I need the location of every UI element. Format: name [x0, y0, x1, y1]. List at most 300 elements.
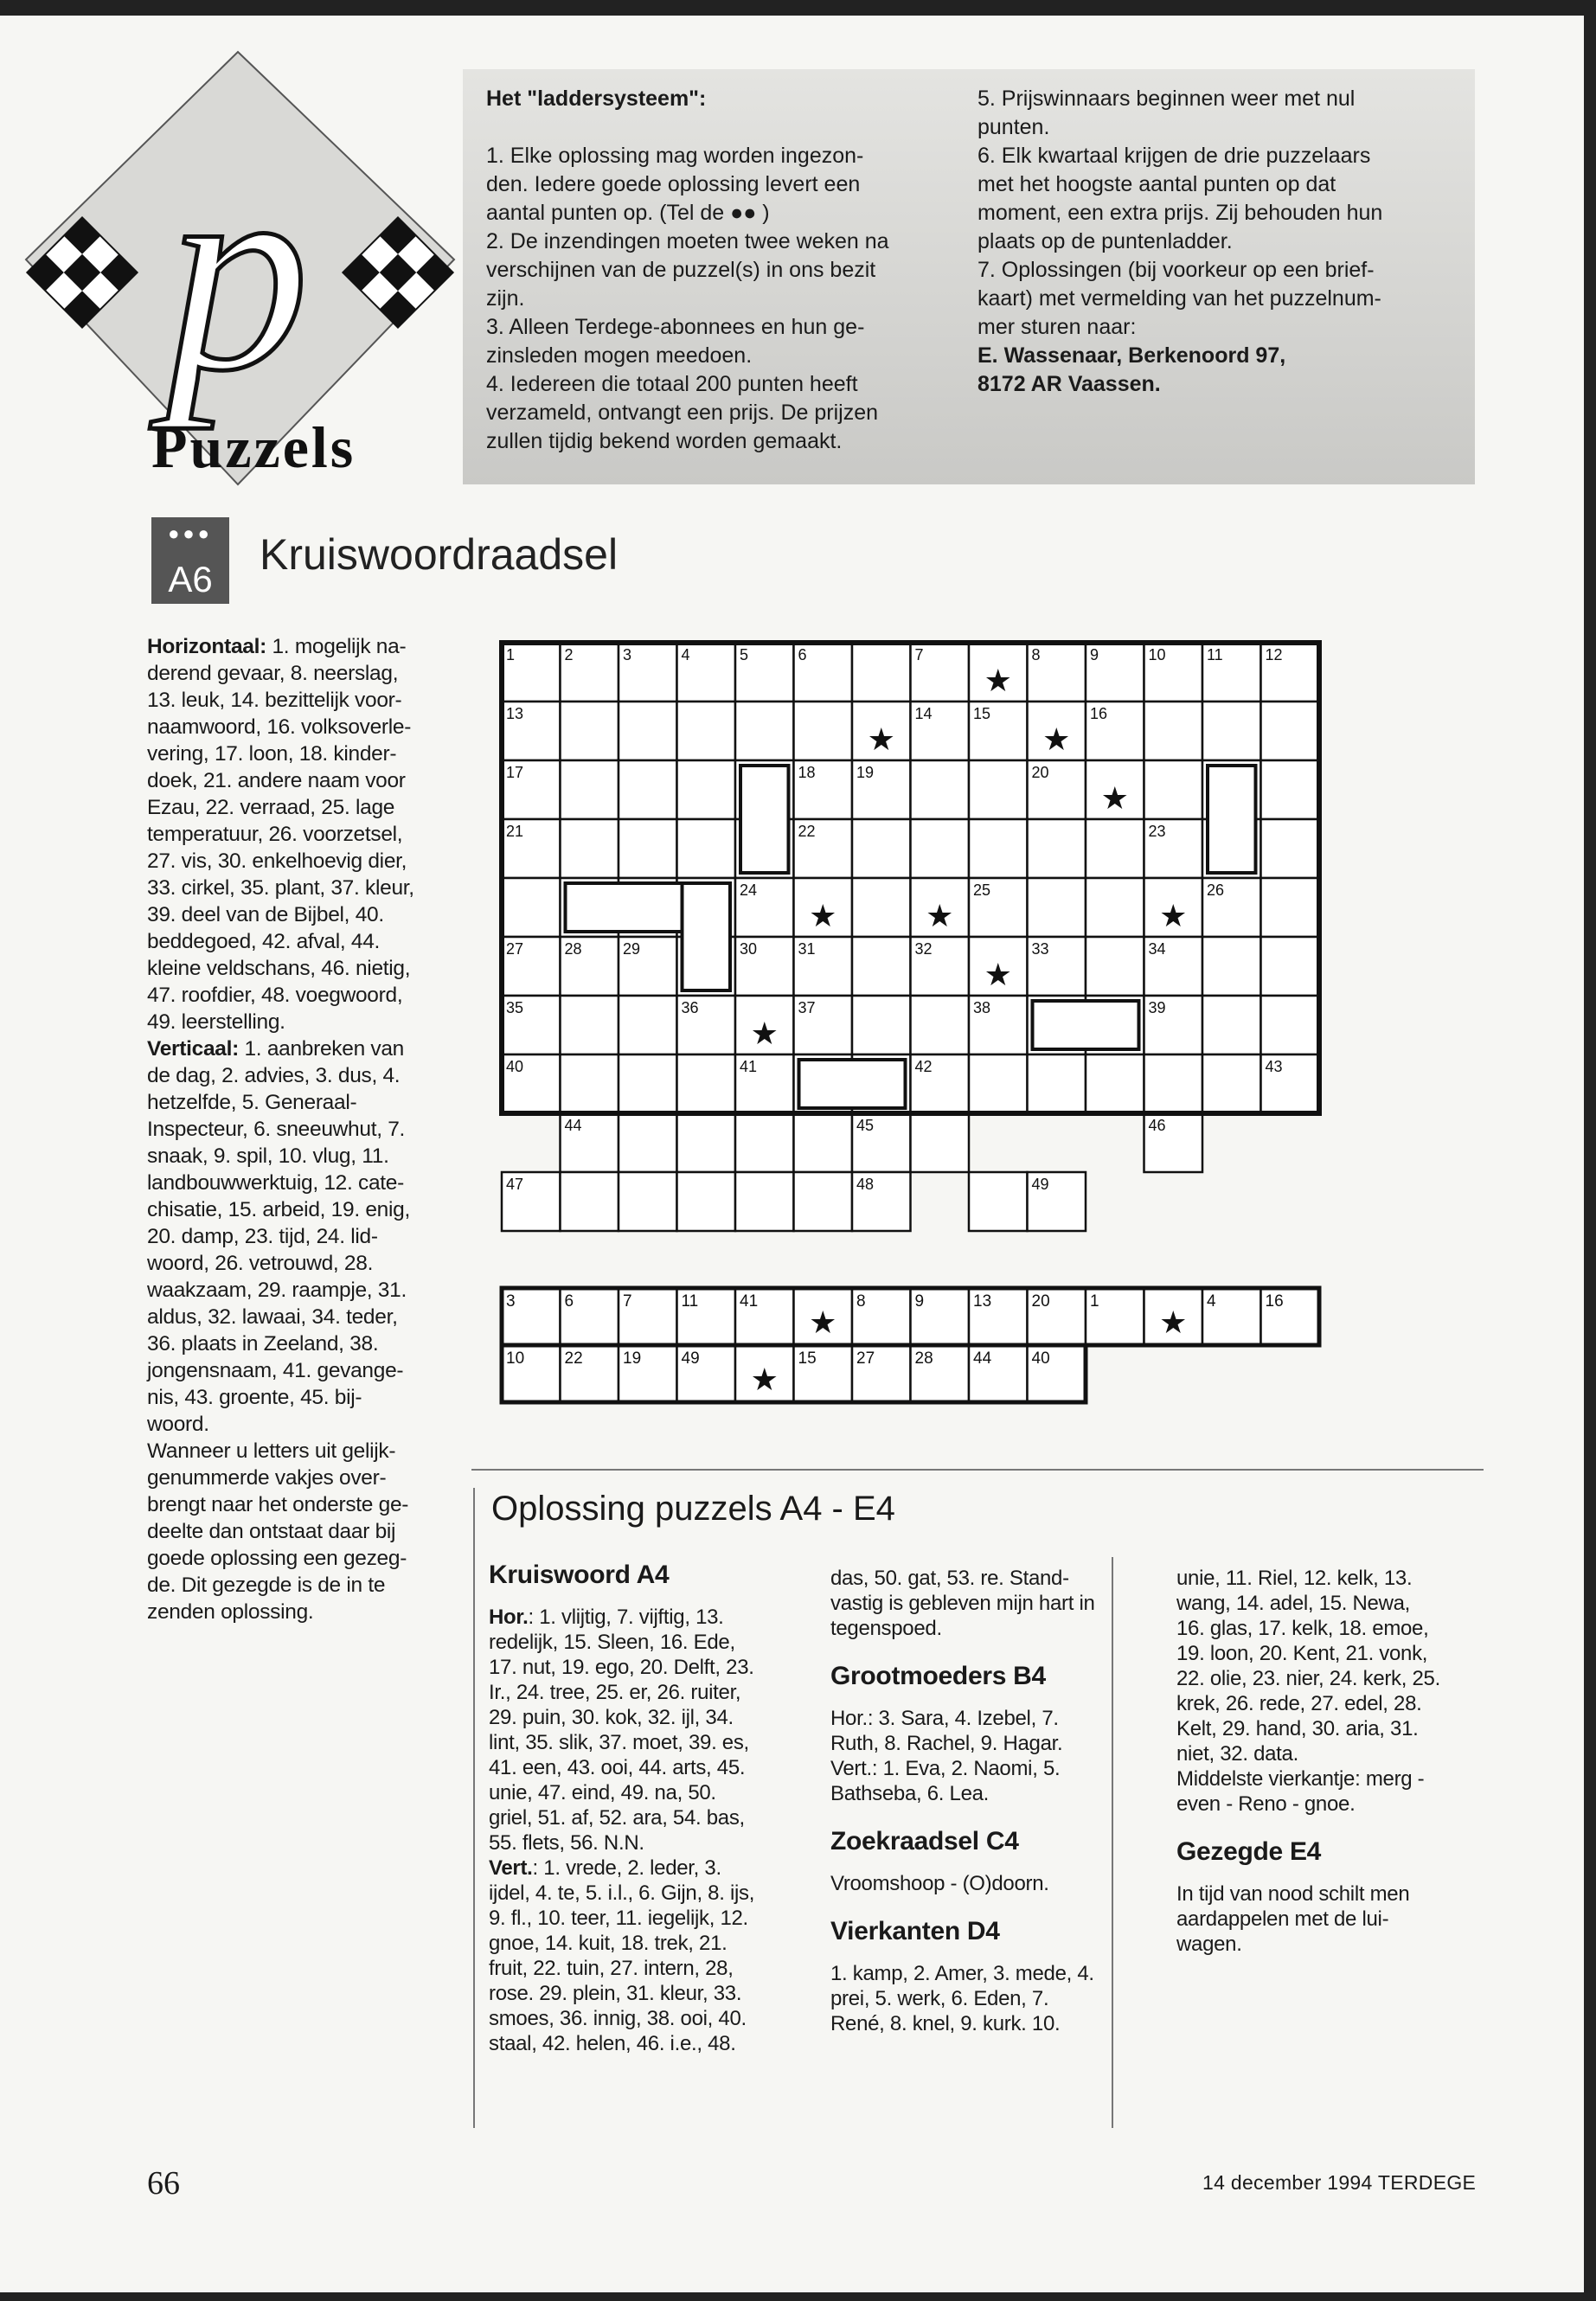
cell-number: 29: [623, 940, 641, 958]
grid-cell[interactable]: [794, 937, 853, 996]
grid-cell[interactable]: [735, 1054, 794, 1113]
cell-number: 21: [506, 823, 524, 840]
grid-cell[interactable]: [911, 1113, 970, 1172]
cell-number: 42: [914, 1058, 933, 1075]
answer-cell[interactable]: [1028, 1345, 1086, 1402]
cell-number: 24: [740, 881, 758, 899]
star-icon: ★: [809, 898, 837, 933]
answer-cell-number: 10: [506, 1349, 525, 1368]
grid-cell[interactable]: [735, 643, 794, 702]
blocked-area: [1033, 1001, 1139, 1049]
grid-cell[interactable]: [1261, 937, 1320, 996]
solution-line: [489, 1805, 774, 1830]
answer-cell[interactable]: [1086, 1288, 1144, 1345]
grid-cell[interactable]: [969, 702, 1028, 760]
grid-cell[interactable]: [561, 1054, 619, 1113]
grid-cell[interactable]: [794, 702, 853, 760]
cell-number: 7: [914, 646, 924, 663]
grid-cell[interactable]: [561, 760, 619, 819]
cell-number: 28: [564, 940, 582, 958]
grid-cell[interactable]: [677, 996, 736, 1054]
instruction-line: [147, 1572, 445, 1599]
solution-line: [489, 1655, 774, 1680]
clue-text: 33. cirkel, 35. plant, 37. kleur,: [147, 876, 414, 900]
grid-cell[interactable]: [502, 1054, 561, 1113]
solution-line: Hor.: 3. Sara, 4. Izebel, 7.: [830, 1707, 1059, 1730]
blocked-area: [683, 883, 731, 990]
grid-cell[interactable]: [1086, 878, 1144, 937]
clue-text: goede oplossing een gezeg-: [147, 1547, 407, 1570]
rule-line: punten.: [977, 115, 1050, 139]
answer-cell[interactable]: [677, 1345, 736, 1402]
grid-cell[interactable]: [969, 1172, 1028, 1231]
instruction-line: [147, 1599, 445, 1625]
grid-cell[interactable]: [1086, 702, 1144, 760]
cell-number: 33: [1031, 940, 1049, 958]
grid-cell[interactable]: [502, 937, 561, 996]
cell-number: 31: [798, 940, 816, 958]
logo-letter: p: [166, 114, 310, 430]
grid-cell[interactable]: [852, 1113, 911, 1172]
clue-line: [147, 1277, 445, 1304]
cell-number: 39: [1148, 999, 1166, 1016]
grid-cell[interactable]: [677, 760, 736, 819]
solution-text: fruit, 22. tuin, 27. intern, 28,: [489, 1957, 734, 1980]
star-icon: ★: [1159, 1304, 1188, 1340]
rule-line: plaats op de puntenladder.: [977, 229, 1233, 253]
address-line-1: E. Wassenaar, Berkenoord 97,: [977, 343, 1286, 368]
grid-cell[interactable]: [1086, 643, 1144, 702]
answer-cell[interactable]: [677, 1288, 736, 1345]
cell-number: 37: [798, 999, 816, 1016]
solution-text: lint, 35. slik, 37. moet, 39. es,: [489, 1731, 749, 1754]
grid-cell[interactable]: [561, 643, 619, 702]
rule-line: verschijnen van de puzzel(s) in ons bezit: [486, 258, 876, 282]
answer-grid[interactable]: [493, 1284, 1341, 1422]
grid-cell[interactable]: [911, 819, 970, 878]
grid-cell[interactable]: [502, 760, 561, 819]
grid-cell[interactable]: [911, 996, 970, 1054]
solution-vierkanten-continued: [1176, 1566, 1471, 1817]
clue-text: Ezau, 22. verraad, 25. lage: [147, 796, 395, 819]
clue-line: [147, 1116, 445, 1143]
answer-cell[interactable]: [502, 1288, 561, 1345]
grid-cell[interactable]: [735, 878, 794, 937]
rules-list-2: [977, 85, 1462, 342]
grid-cell[interactable]: [794, 643, 853, 702]
grid-cell[interactable]: [619, 643, 677, 702]
grid-cell[interactable]: [911, 643, 970, 702]
answer-cell-number: 1: [1090, 1292, 1099, 1311]
solution-line: [489, 1956, 774, 1981]
grid-cell[interactable]: [794, 819, 853, 878]
clue-line: [147, 633, 445, 660]
solution-line: [489, 2006, 774, 2031]
answer-cell[interactable]: [561, 1288, 619, 1345]
answer-cell[interactable]: [911, 1345, 970, 1402]
solution-line: das, 50. gat, 53. re. Stand-: [830, 1567, 1069, 1590]
grid-cell[interactable]: [969, 819, 1028, 878]
cell-number: 4: [681, 646, 690, 663]
grid-cell[interactable]: [502, 643, 561, 702]
grid-cell[interactable]: [677, 1054, 736, 1113]
grid-cell[interactable]: [619, 1172, 677, 1231]
grid-cell[interactable]: [852, 760, 911, 819]
clue-line: [147, 1411, 445, 1438]
grid-cell[interactable]: [502, 878, 561, 937]
clue-line: [147, 1009, 445, 1035]
grid-cell[interactable]: [794, 1113, 853, 1172]
rules-list-1: [486, 142, 953, 456]
solution-line: [489, 1881, 774, 1906]
cell-number: 20: [1031, 764, 1049, 781]
cell-number: 13: [506, 705, 524, 722]
clue-text: kleine veldschans, 46. nietig,: [147, 957, 411, 980]
column-rule: [473, 1488, 475, 2128]
rule-line: den. Iedere goede oplossing levert een: [486, 172, 861, 196]
clue-text: 27. vis, 30. enkelhoevig dier,: [147, 849, 407, 873]
grid-cell[interactable]: [677, 1113, 736, 1172]
clue-text: Inspecteur, 6. sneeuwhut, 7.: [147, 1118, 406, 1141]
solution-line: Vert.: 1. Eva, 2. Naomi, 5.: [830, 1757, 1061, 1780]
solution-line: [489, 1856, 774, 1881]
answer-cell[interactable]: [502, 1345, 561, 1402]
clue-line: [147, 1357, 445, 1384]
answer-cell[interactable]: [969, 1345, 1028, 1402]
answer-cell[interactable]: [911, 1288, 970, 1345]
clue-line: [147, 1035, 445, 1062]
grid-cell[interactable]: [969, 878, 1028, 937]
answer-cell[interactable]: [794, 1345, 853, 1402]
grid-cell[interactable]: [1028, 937, 1086, 996]
grid-cell[interactable]: [1144, 643, 1203, 702]
solution-line: 19. loon, 20. Kent, 21. vonk,: [1176, 1642, 1428, 1665]
puzzle-code: A6: [168, 559, 213, 599]
rules-column-2: [977, 85, 1462, 399]
grid-cell[interactable]: [1086, 937, 1144, 996]
solution-text: 9. fl., 10. teer, 11. iegelijk, 12.: [489, 1907, 748, 1930]
grid-cell[interactable]: [911, 702, 970, 760]
cell-number: 34: [1148, 940, 1166, 958]
cell-number: 15: [973, 705, 991, 722]
cell-number: 6: [798, 646, 807, 663]
answer-cell-number: 8: [856, 1292, 866, 1311]
star-icon: ★: [926, 898, 954, 933]
clue-label: Horizontaal:: [147, 635, 266, 658]
cell-number: 30: [740, 940, 758, 958]
grid-cell[interactable]: [1144, 1113, 1203, 1172]
clue-line: [147, 794, 445, 821]
clue-text: aldus, 32. lawaai, 34. teder,: [147, 1305, 398, 1329]
cell-number: 25: [973, 881, 991, 899]
page-border-top: [0, 0, 1596, 16]
blocked-area: [740, 766, 789, 873]
grid-cell[interactable]: [1202, 937, 1261, 996]
clues-horizontal: [147, 633, 445, 1035]
solution-text: rose. 29. plein, 31. kleur, 33.: [489, 1982, 742, 2005]
star-icon: ★: [1100, 780, 1129, 816]
grid-cell[interactable]: [794, 1172, 853, 1231]
grid-cell[interactable]: [1028, 1054, 1086, 1113]
grid-cell[interactable]: [1261, 819, 1320, 878]
grid-cell[interactable]: [1144, 996, 1203, 1054]
grid-cell[interactable]: [1028, 819, 1086, 878]
answer-cell-number: 3: [506, 1292, 516, 1311]
puzzle-title: Kruiswoordraadsel: [260, 530, 619, 579]
grid-cell[interactable]: [677, 1172, 736, 1231]
grid-cell[interactable]: [619, 1113, 677, 1172]
grid-cell[interactable]: [1028, 1172, 1086, 1231]
grid-cell[interactable]: [1028, 878, 1086, 937]
answer-cell[interactable]: [735, 1345, 794, 1402]
grid-cell[interactable]: [1086, 1054, 1144, 1113]
answer-cell-number: 15: [798, 1349, 817, 1368]
clue-line: [147, 687, 445, 714]
solution-kruiswoord: [489, 1605, 774, 2056]
grid-cell[interactable]: [1086, 819, 1144, 878]
answer-cell[interactable]: [561, 1345, 619, 1402]
solution-text: ijdel, 4. te, 5. i.l., 6. Gijn, 8. ijs,: [489, 1881, 755, 1905]
grid-cell[interactable]: [1144, 702, 1203, 760]
answer-cell-number: 40: [1031, 1349, 1050, 1368]
instruction-line: [147, 1518, 445, 1545]
grid-cell[interactable]: [1202, 996, 1261, 1054]
solution-line: unie, 11. Riel, 12. kelk, 13.: [1176, 1567, 1413, 1590]
rule-line: 4. Iedereen die totaal 200 punten heeft: [486, 372, 858, 396]
solution-line: vastig is gebleven mijn hart in: [830, 1592, 1095, 1615]
rule-line: 2. De inzendingen moeten twee weken na: [486, 229, 889, 253]
grid-cell[interactable]: [852, 996, 911, 1054]
grid-cell[interactable]: [911, 760, 970, 819]
grid-cell[interactable]: [794, 996, 853, 1054]
solutions-column-1: [489, 1562, 774, 2056]
grid-cell[interactable]: [794, 760, 853, 819]
clue-text: de dag, 2. advies, 3. dus, 4.: [147, 1064, 401, 1087]
grid-cell[interactable]: [852, 819, 911, 878]
grid-cell[interactable]: [852, 878, 911, 937]
clue-line: [147, 1089, 445, 1116]
grid-cell[interactable]: [619, 937, 677, 996]
clues-vertical: [147, 1035, 445, 1438]
answer-cell[interactable]: [1261, 1288, 1320, 1345]
answer-cell-number: 7: [623, 1292, 632, 1311]
blocked-area: [799, 1060, 906, 1108]
grid-cell[interactable]: [502, 996, 561, 1054]
answer-cell[interactable]: [852, 1288, 911, 1345]
grid-cell[interactable]: [735, 1172, 794, 1231]
answer-cell[interactable]: [735, 1288, 794, 1345]
clue-text: snaak, 9. spil, 10. vlug, 11.: [147, 1144, 389, 1168]
difficulty-dots: ●●●: [168, 522, 213, 544]
clue-text: Wanneer u letters uit gelijk-: [147, 1439, 396, 1463]
answer-cell[interactable]: [852, 1345, 911, 1402]
clue-line: [147, 928, 445, 955]
grid-cell[interactable]: [969, 1054, 1028, 1113]
answer-cell[interactable]: [619, 1288, 677, 1345]
grid-cell[interactable]: [619, 702, 677, 760]
solution-line: [489, 1705, 774, 1730]
rule-line: 6. Elk kwartaal krijgen de drie puzzelaars: [977, 144, 1371, 168]
grid-cell[interactable]: [677, 702, 736, 760]
star-icon: ★: [1042, 721, 1071, 757]
solution-line: [489, 1830, 774, 1856]
solution-text: 17. nut, 19. ego, 20. Delft, 23.: [489, 1656, 754, 1679]
clue-line: [147, 714, 445, 740]
clue-text: 36. plaats in Zeeland, 38.: [147, 1332, 379, 1356]
grid-cell[interactable]: [1144, 937, 1203, 996]
cell-number: 43: [1265, 1058, 1283, 1075]
star-icon: ★: [750, 1362, 779, 1397]
grid-cell[interactable]: [1202, 1054, 1261, 1113]
issue-date: 14 december 1994 TERDEGE: [1202, 2171, 1477, 2194]
solution-line: [489, 1931, 774, 1956]
answer-cell[interactable]: [969, 1288, 1028, 1345]
grid-cell[interactable]: [1261, 760, 1320, 819]
page-border-right: [1584, 0, 1596, 2301]
clue-text: waakzaam, 29. raampje, 31.: [147, 1279, 407, 1302]
clue-line: [147, 848, 445, 875]
grid-cell[interactable]: [911, 1054, 970, 1113]
cell-number: 17: [506, 764, 524, 781]
clue-text: derend gevaar, 8. neerslag,: [147, 662, 399, 685]
answer-cell[interactable]: [1144, 1288, 1203, 1345]
clue-text: de. Dit gezegde is de in te: [147, 1574, 386, 1597]
star-icon: ★: [984, 957, 1012, 992]
grid-cell[interactable]: [852, 1172, 911, 1231]
solution-line: krek, 26. rede, 27. edel, 28.: [1176, 1692, 1422, 1715]
solutions-column-2: [830, 1566, 1116, 2036]
grid-cell[interactable]: [1028, 643, 1086, 702]
solution-line: niet, 32. data.: [1176, 1742, 1298, 1766]
clue-text: 49. leerstelling.: [147, 1010, 285, 1034]
solution-text: gnoe, 14. kuit, 18. trek, 21.: [489, 1932, 727, 1955]
clue-text: vering, 17. loon, 18. kinder-: [147, 742, 397, 766]
grid-cell[interactable]: [735, 1113, 794, 1172]
clue-line: [147, 1384, 445, 1411]
grid-cell[interactable]: [852, 643, 911, 702]
grid-cell[interactable]: [1261, 1054, 1320, 1113]
cell-number: 5: [740, 646, 749, 663]
clue-text: beddegoed, 42. afval, 44.: [147, 930, 381, 953]
solution-line: [489, 1630, 774, 1655]
grid-cell[interactable]: [1261, 878, 1320, 937]
rule-line: met het hoogste aantal punten op dat: [977, 172, 1336, 196]
cell-number: 46: [1148, 1117, 1166, 1134]
grid-cell[interactable]: [561, 702, 619, 760]
grid-cell[interactable]: [1202, 643, 1261, 702]
solution-text: 29. puin, 30. kok, 32. ijl, 34.: [489, 1706, 734, 1729]
grid-cell[interactable]: [561, 996, 619, 1054]
grid-cell[interactable]: [1261, 996, 1320, 1054]
grid-cell[interactable]: [619, 996, 677, 1054]
grid-cell[interactable]: [561, 819, 619, 878]
solution-text: smoes, 36. innig, 38. ooi, 40.: [489, 2007, 747, 2030]
grid-cell[interactable]: [561, 1172, 619, 1231]
clue-text: woord.: [147, 1413, 209, 1436]
grid-cell[interactable]: [911, 937, 970, 996]
solution-text: staal, 42. helen, 46. i.e., 48.: [489, 2032, 736, 2055]
solution-heading-d4: Vierkanten D4: [830, 1917, 1000, 1945]
grid-cell[interactable]: [502, 819, 561, 878]
grid-cell[interactable]: [619, 819, 677, 878]
grid-cell[interactable]: [561, 1113, 619, 1172]
rule-line: aantal punten op. (Tel de ●● ): [486, 201, 770, 225]
grid-cell[interactable]: [1028, 760, 1086, 819]
solution-line: Kelt, 29. hand, 30. aria, 31.: [1176, 1717, 1419, 1740]
grid-cell[interactable]: [619, 1054, 677, 1113]
cell-number: 40: [506, 1058, 524, 1075]
cell-number: 22: [798, 823, 816, 840]
grid-cell[interactable]: [1261, 702, 1320, 760]
rule-line: verzameld, ontvangt een prijs. De prijzen: [486, 401, 879, 425]
grid-cell[interactable]: [677, 643, 736, 702]
rule-line: moment, een extra prijs. Zij behouden hun: [977, 201, 1383, 225]
clue-text: doek, 21. andere naam voor: [147, 769, 406, 792]
answer-cell[interactable]: [1028, 1288, 1086, 1345]
cell-number: 45: [856, 1117, 875, 1134]
answer-cell[interactable]: [619, 1345, 677, 1402]
answer-cell-number: 20: [1031, 1292, 1050, 1311]
solution-text: unie, 47. eind, 49. na, 50.: [489, 1781, 716, 1804]
grid-cell[interactable]: [735, 937, 794, 996]
clue-line: [147, 1062, 445, 1089]
grid-cell[interactable]: [735, 702, 794, 760]
answer-cell[interactable]: [794, 1288, 853, 1345]
answer-cell[interactable]: [1202, 1288, 1261, 1345]
solution-line: [489, 1981, 774, 2006]
grid-cell[interactable]: [1144, 1054, 1203, 1113]
grid-cell[interactable]: [1261, 643, 1320, 702]
solution-line: prei, 5. werk, 6. Eden, 7.: [830, 1987, 1049, 2010]
solutions-column-3: [1176, 1566, 1471, 1957]
grid-cell[interactable]: [969, 996, 1028, 1054]
solution-zoekraadsel: Vroomshoop - (O)doorn.: [830, 1872, 1049, 1895]
grid-cell[interactable]: [1202, 702, 1261, 760]
rules-title: Het "laddersysteem":: [486, 87, 707, 111]
solution-line: even - Reno - gnoe.: [1176, 1792, 1356, 1816]
cell-number: 12: [1265, 646, 1283, 663]
solution-heading-e4: Gezegde E4: [1176, 1837, 1322, 1866]
clue-line: [147, 1304, 445, 1330]
grid-cell[interactable]: [852, 937, 911, 996]
crossword-grid[interactable]: [493, 638, 1341, 1235]
rule-line: 7. Oplossingen (bij voorkeur op een brief-: [977, 258, 1375, 282]
grid-cell[interactable]: [502, 1172, 561, 1231]
page-border-bottom: [0, 2292, 1596, 2301]
grid-cell[interactable]: [502, 702, 561, 760]
rule-line: zijn.: [486, 286, 525, 311]
grid-cell[interactable]: [1144, 760, 1203, 819]
rules-column-1: [486, 85, 953, 456]
cell-number: 41: [740, 1058, 758, 1075]
solution-continued: [830, 1566, 1116, 1641]
grid-cell[interactable]: [677, 819, 736, 878]
solution-line: [489, 1780, 774, 1805]
grid-cell[interactable]: [1202, 878, 1261, 937]
clue-line: [147, 1223, 445, 1250]
grid-cell[interactable]: [619, 760, 677, 819]
clue-line: [147, 1143, 445, 1170]
clue-text: deelte dan ontstaat daar bij: [147, 1520, 396, 1543]
grid-cell[interactable]: [561, 937, 619, 996]
grid-cell[interactable]: [969, 760, 1028, 819]
cell-number: 8: [1031, 646, 1041, 663]
cell-number: 35: [506, 999, 524, 1016]
answer-cell-number: 49: [681, 1349, 700, 1368]
solution-line: wang, 14. adel, 15. Newa,: [1176, 1592, 1411, 1615]
cell-number: 27: [506, 940, 524, 958]
grid-cell[interactable]: [1144, 819, 1203, 878]
